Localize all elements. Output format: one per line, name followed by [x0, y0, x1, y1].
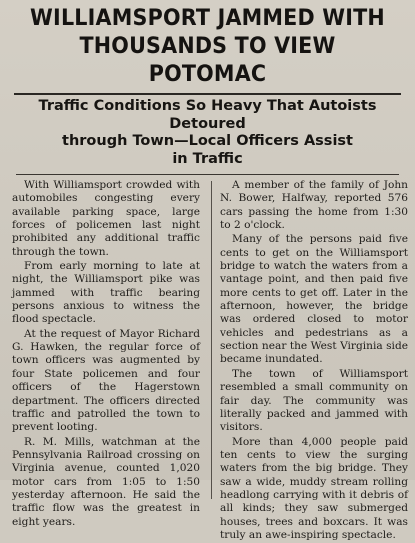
paragraph: From early morning to late at night, the Williamsport pike was jammed with traffic bearing persons anxious to witness the flood spectacle.: [12, 260, 200, 326]
right-column: [220, 179, 408, 543]
left-column: [12, 179, 200, 530]
subhead-line-2: through Town—Local Officers Assist: [62, 133, 353, 149]
subheadline: [8, 98, 407, 168]
subhead-line-3: in Traffic: [172, 150, 243, 167]
paragraph: The town of Williamsport resembled a small community on fair day. The community was literally packed and jammed with visitors.: [220, 367, 408, 434]
article-body: [8, 179, 408, 541]
paragraph: With Williamsport crowded with automobiles congesting every available parking space, large forces of policemen last night prohibited any additional traffic through the town.: [12, 179, 200, 258]
headline: [20, 5, 395, 89]
headline-line-1: WILLIAMSPORT JAMMED WITH: [30, 6, 385, 31]
headline-rule: [14, 93, 401, 95]
headline-line-2: THOUSANDS TO VIEW POTOMAC: [79, 34, 336, 87]
paragraph: Many of the persons paid five cents to get on the Williamsport bridge to watch the waters from a vantage point, and then paid five more cents to get off. Later in the afternoon, however, the bridge was ordered closed to motor vehicles and pedestrians as a section near the West Virginia side became inundated.: [220, 233, 408, 366]
subhead-rule: [16, 174, 399, 175]
paragraph: More than 4,000 people paid ten cents to view the surging waters from the big bridge. They saw a wide, muddy stream rolling headlong carrying with it debris of all kinds; they saw submerged houses, trees and boxcars. It was truly an awe-inspiring spectacle.: [220, 435, 408, 541]
subhead-line-1: Traffic Conditions So Heavy That Autoists Detoured: [38, 98, 377, 132]
column-divider: [211, 181, 212, 499]
paragraph: A member of the family of John N. Bower, Halfway, reported 576 cars passing the home from 1:30 to 2 o'clock.: [220, 179, 408, 232]
paragraph: R. M. Mills, watchman at the Pennsylvania Railroad crossing on Virginia avenue, counted 1,020 motor cars from 1:05 to 1:50 yesterday afternoon. He said the traffic flow was the greatest in eight years.: [12, 435, 200, 528]
paragraph: At the request of Mayor Richard G. Hawken, the regular force of town officers was augmented by four State policemen and four officers of the Hagerstown department. The officers directed traffic and patrolled the town to prevent looting.: [12, 327, 200, 434]
